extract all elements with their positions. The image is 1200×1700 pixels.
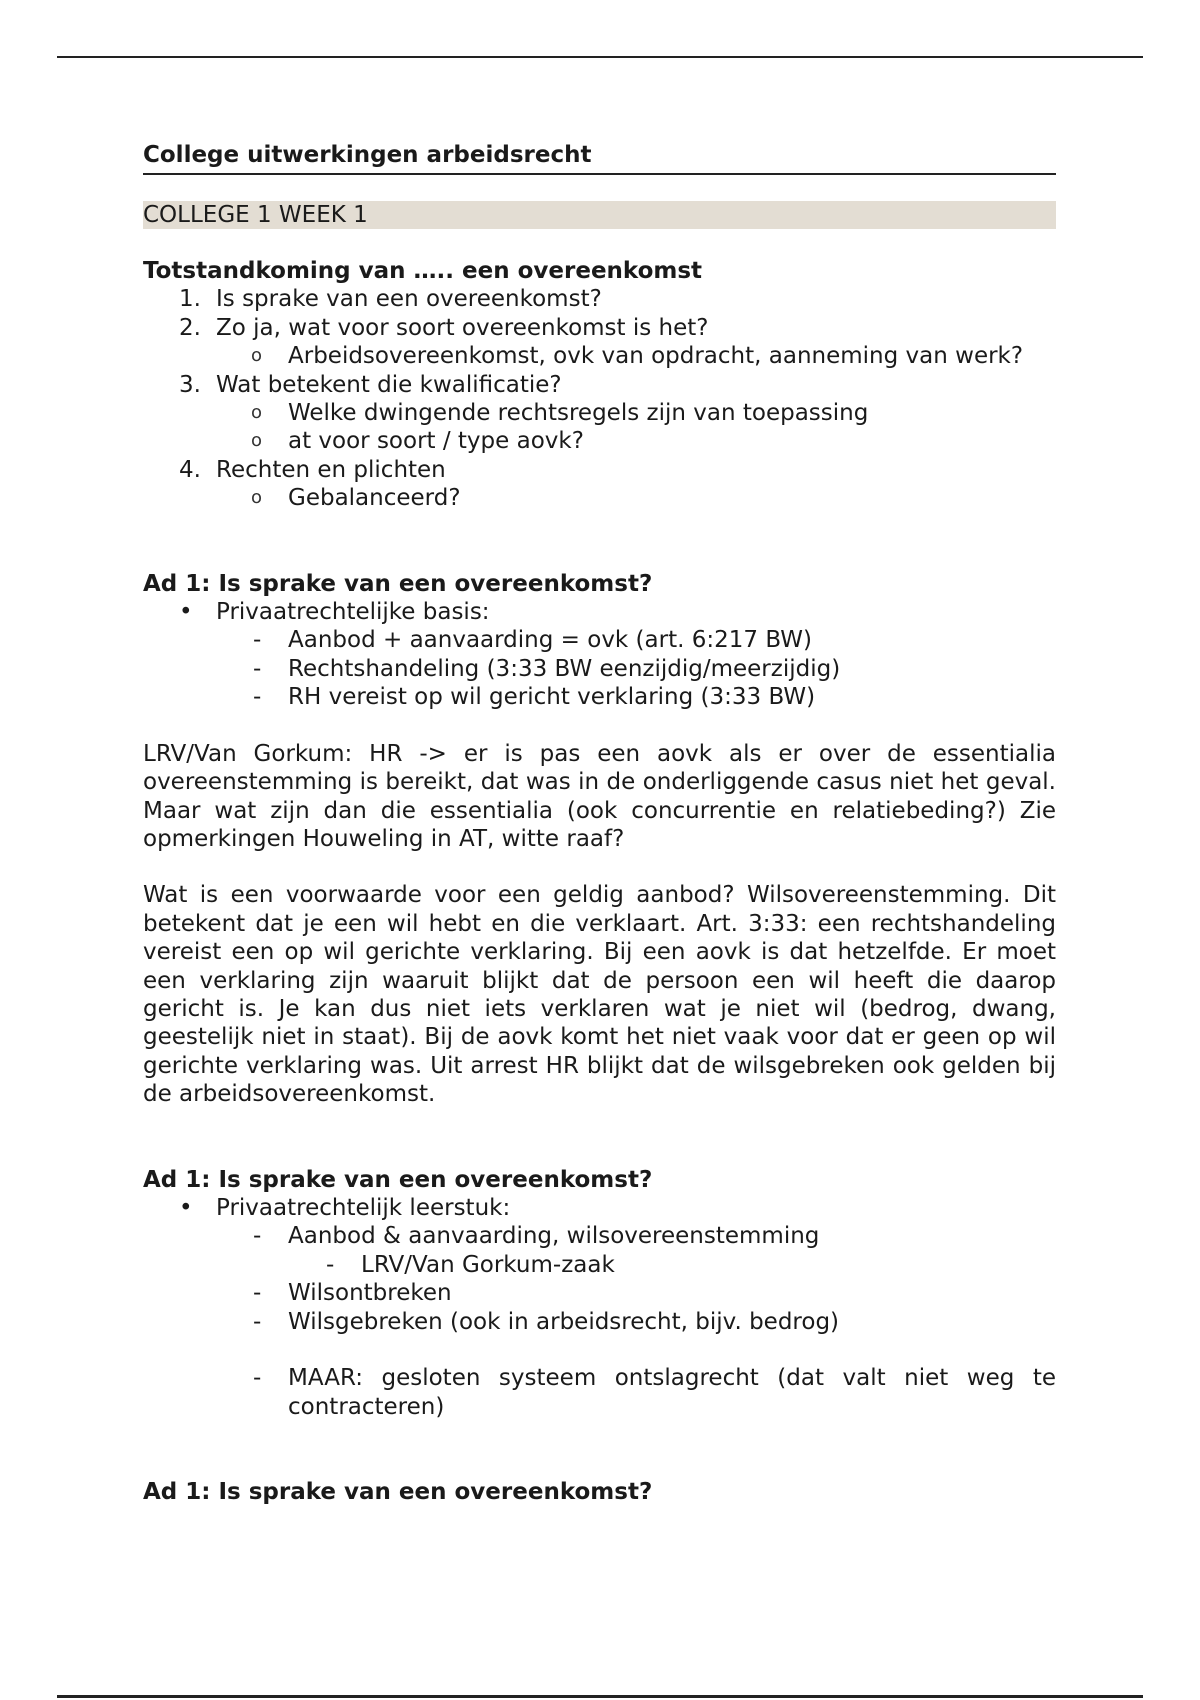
bullet-item (143, 1194, 1056, 1222)
dash-text: Aanbod + aanvaarding = ovk (art. 6:217 BW) (288, 627, 812, 654)
sub-item-text: Gebalanceerd? (288, 485, 461, 512)
section-ad1-continued (143, 1478, 1056, 1506)
sub-list (143, 484, 1056, 512)
bullet-text: Privaatrechtelijk leerstuk: (216, 1194, 511, 1221)
dash-bullet-icon: - (253, 1365, 262, 1392)
circle-bullet-icon: o (251, 402, 263, 424)
dash-item (143, 1222, 1056, 1250)
sub-list (143, 399, 1056, 456)
sub-list-item (143, 399, 1056, 427)
bullet-dot-icon: • (179, 1194, 193, 1221)
dash-bullet-icon: - (253, 627, 262, 654)
dash-item (143, 1279, 1056, 1307)
bullet-text: Privaatrechtelijke basis: (216, 599, 490, 626)
dash-text: MAAR: gesloten systeem ontslagrecht (dat valt niet weg te contracteren) (288, 1365, 1056, 1420)
dash-bullet-icon: - (253, 655, 262, 682)
section-ad1-leerstuk (143, 1166, 1056, 1422)
sub-list-item (143, 342, 1056, 370)
list-number: 4. (179, 456, 201, 483)
sub-item-text: Welke dwingende rechtsregels zijn van toepassing (288, 400, 869, 427)
bullet-item (143, 598, 1056, 626)
list-item-text: Is sprake van een overeenkomst? (216, 286, 602, 313)
nested-dash-item (143, 1251, 1056, 1279)
sub-list (143, 342, 1056, 370)
week-banner: COLLEGE 1 WEEK 1 (143, 201, 1056, 229)
sub-item-text: at voor soort / type aovk? (288, 428, 584, 455)
bullet-dot-icon: • (179, 599, 193, 626)
paragraph-lrv-van-gorkum: LRV/Van Gorkum: HR -> er is pas een aovk als er over de essentialia overeenstemming is bereikt, dat was in de onderliggende casus niet het geval. Maar wat zijn dan die essentialia (ook concurrentie en relatiebeding?) Zie opmerkingen Houweling in AT, witte raaf? (143, 740, 1056, 852)
dash-item (143, 683, 1056, 711)
dash-text: RH vereist op wil gericht verklaring (3:33 BW) (288, 684, 816, 711)
dash-bullet-icon: - (253, 1280, 262, 1307)
section-ad1-basis (143, 570, 1056, 712)
document-title: College uitwerkingen arbeidsrecht (143, 140, 1056, 175)
list-item-text: Zo ja, wat voor soort overeenkomst is het? (216, 314, 709, 341)
list-item (143, 285, 1056, 313)
dash-bullet-icon: - (326, 1251, 335, 1278)
sub-item-text: Arbeidsovereenkomst, ovk van opdracht, aanneming van werk? (288, 343, 1024, 370)
paragraph-wilsovereenstemming: Wat is een voorwaarde voor een geldig aanbod? Wilsovereenstemming. Dit betekent dat je een wil hebt en die verklaart. Art. 3:33: een rechtshandeling vereist een op wil gerichte verklaring. Bij een aovk is dat hetzelfde. Er moet een verklaring zijn waaruit blijkt dat de persoon een wil heeft die daarop gericht is. Je kan dus niet iets verklaren wat je niet wil (bedrog, dwang, geestelijk niet in staat). Bij de aovk komt het niet vaak voor dat er geen op wil gerichte verklaring was. Uit arrest HR blijkt dat de wilsgebreken ook gelden bij de arbeidsovereenkomst. (143, 882, 1056, 1108)
list-item (143, 314, 1056, 342)
circle-bullet-icon: o (251, 430, 263, 452)
dash-text: Rechtshandeling (3:33 BW eenzijdig/meerzijdig) (288, 655, 841, 682)
list-number: 1. (179, 286, 201, 313)
numbered-list (143, 285, 1056, 512)
sub-list-item (143, 484, 1056, 512)
dash-item (143, 1364, 1056, 1421)
section-heading: Ad 1: Is sprake van een overeenkomst? (143, 1479, 653, 1506)
dash-bullet-icon: - (253, 1308, 262, 1335)
dash-text: LRV/Van Gorkum-zaak (361, 1251, 615, 1278)
dash-item (143, 626, 1056, 654)
list-item (143, 456, 1056, 484)
blank-line (143, 1336, 1056, 1364)
circle-bullet-icon: o (251, 487, 263, 509)
dash-bullet-icon: - (253, 684, 262, 711)
dash-bullet-icon: - (253, 1223, 262, 1250)
list-item (143, 371, 1056, 399)
dash-text: Wilsgebreken (ook in arbeidsrecht, bijv. bedrog) (288, 1308, 840, 1335)
page-bottom-rule (57, 1695, 1143, 1698)
list-item-text: Wat betekent die kwalificatie? (216, 371, 562, 398)
list-item-text: Rechten en plichten (216, 456, 446, 483)
section-heading: Totstandkoming van ….. een overeenkomst (143, 258, 703, 284)
document-page (143, 140, 1068, 1507)
sub-list-item (143, 427, 1056, 455)
dash-item (143, 655, 1056, 683)
dash-text: Wilsontbreken (288, 1280, 452, 1307)
dash-item (143, 1308, 1056, 1336)
section-totstandkoming (143, 257, 1056, 513)
section-heading: Ad 1: Is sprake van een overeenkomst? (143, 1166, 653, 1193)
dash-text: Aanbod & aanvaarding, wilsovereenstemming (288, 1223, 820, 1250)
section-heading: Ad 1: Is sprake van een overeenkomst? (143, 570, 653, 597)
list-number: 2. (179, 314, 201, 341)
circle-bullet-icon: o (251, 345, 263, 367)
page-top-rule (57, 56, 1143, 58)
list-number: 3. (179, 371, 201, 398)
